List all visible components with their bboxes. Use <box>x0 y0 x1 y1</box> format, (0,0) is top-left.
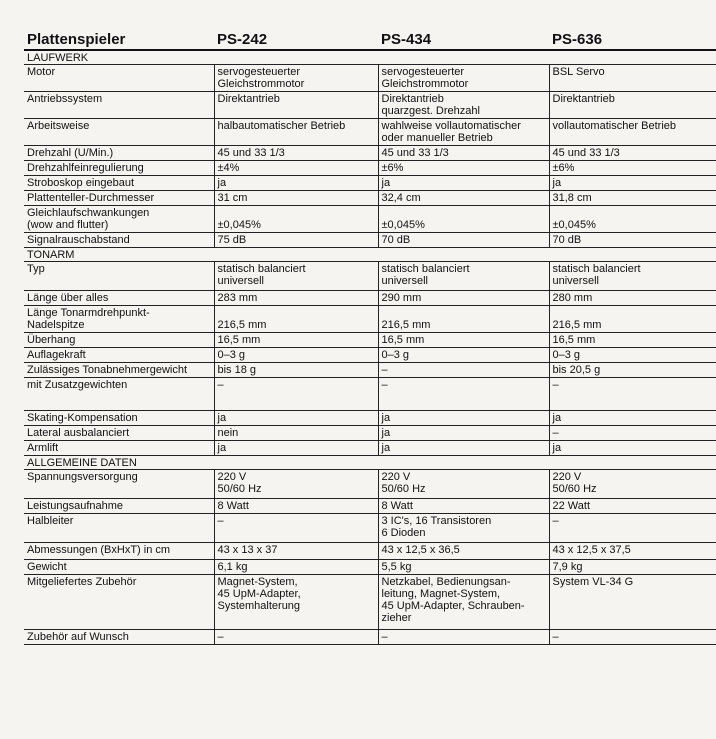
spec-value-line: 45 und 33 1/3 <box>552 147 620 159</box>
spec-value-ps636 <box>549 65 716 92</box>
spec-value-line: 22 Watt <box>552 500 590 512</box>
spec-label <box>24 426 214 441</box>
spec-value-ps242 <box>214 291 378 306</box>
spec-value-line: 50/60 Hz <box>217 483 262 495</box>
spec-value-line: vollautomatischer Betrieb <box>552 120 677 132</box>
spec-value-ps242 <box>214 119 378 146</box>
spec-value-line: ja <box>217 442 227 454</box>
spec-value-ps434 <box>378 65 549 92</box>
spec-label-line: Lateral ausbalanciert <box>27 427 130 439</box>
spec-value-ps242 <box>214 560 378 575</box>
spec-value-ps434 <box>378 499 549 514</box>
spec-row <box>24 146 716 161</box>
spec-label <box>24 378 214 411</box>
spec-value-line: – <box>381 631 388 643</box>
spec-label <box>24 560 214 575</box>
spec-value-line: 43 x 13 x 37 <box>217 544 278 556</box>
spec-value-ps636 <box>549 92 716 119</box>
spec-row <box>24 499 716 514</box>
spec-row <box>24 262 716 291</box>
spec-label-line: Drehzahl (U/Min.) <box>27 147 114 159</box>
spec-label <box>24 333 214 348</box>
spec-value-ps636 <box>549 161 716 176</box>
spec-value-line: bis 20,5 g <box>552 364 601 376</box>
spec-value-ps242 <box>214 470 378 499</box>
spec-value-line: – <box>552 631 559 643</box>
spec-value-ps242 <box>214 191 378 206</box>
spec-value-line: bis 18 g <box>217 364 257 376</box>
spec-value-line: halbautomatischer Betrieb <box>217 120 346 132</box>
spec-row <box>24 206 716 233</box>
spec-value-line: 8 Watt <box>381 500 413 512</box>
spec-value-ps434 <box>378 161 549 176</box>
spec-value-line: 220 V <box>381 471 411 483</box>
spec-value-ps434 <box>378 378 549 411</box>
spec-row <box>24 119 716 146</box>
spec-value-ps636 <box>549 306 716 333</box>
spec-label-line: Signalrauschabstand <box>27 234 130 246</box>
spec-value-ps434 <box>378 206 549 233</box>
spec-value-line: 6 Dioden <box>381 527 426 539</box>
spec-value-ps242 <box>214 333 378 348</box>
spec-value-line: nein <box>217 427 239 439</box>
spec-value-ps242 <box>214 306 378 333</box>
spec-value-line: leitung, Magnet-System, <box>381 588 501 600</box>
spec-value-line: – <box>217 379 224 391</box>
spec-value-ps636 <box>549 291 716 306</box>
spec-value-ps434 <box>378 426 549 441</box>
spec-value-line: 5,5 kg <box>381 561 412 573</box>
spec-value-line: statisch balanciert <box>552 263 641 275</box>
spec-label <box>24 262 214 291</box>
spec-value-line: ja <box>381 177 391 189</box>
header-model-ps636: PS-636 <box>549 30 716 50</box>
spec-value-line: 8 Watt <box>217 500 249 512</box>
spec-label-line: Nadelspitze <box>27 319 85 331</box>
spec-value-ps242 <box>214 575 378 630</box>
spec-label-line: Plattenteller-Durchmesser <box>27 192 155 204</box>
spec-value-ps242 <box>214 348 378 363</box>
spec-value-line: System VL-34 G <box>552 576 634 588</box>
spec-value-line: Systemhalterung <box>217 600 301 612</box>
spec-value-line: ±4% <box>217 162 240 174</box>
spec-label <box>24 291 214 306</box>
spec-value-ps242 <box>214 262 378 291</box>
spec-label-line: Abmessungen (BxHxT) in cm <box>27 544 171 556</box>
spec-value-line: servogesteuerter <box>217 66 301 78</box>
spec-value-ps636 <box>549 119 716 146</box>
spec-label <box>24 206 214 233</box>
spec-row <box>24 233 716 248</box>
spec-value-line: 31 cm <box>217 192 248 204</box>
spec-label-line: Motor <box>27 66 56 78</box>
spec-body <box>24 50 716 645</box>
spec-label-line: Typ <box>27 263 45 275</box>
spec-value-line: servogesteuerter <box>381 66 465 78</box>
spec-value-ps242 <box>214 630 378 645</box>
spec-value-line: ja <box>552 442 562 454</box>
spec-value-line: 50/60 Hz <box>381 483 426 495</box>
spec-value-line: 32,4 cm <box>381 192 421 204</box>
spec-value-line: – <box>217 515 224 527</box>
spec-value-line: statisch balanciert <box>217 263 306 275</box>
spec-value-line: 43 x 12,5 x 36,5 <box>381 544 460 556</box>
spec-value-ps242 <box>214 161 378 176</box>
spec-value-ps434 <box>378 233 549 248</box>
spec-value-line: Magnet-System, <box>217 576 298 588</box>
spec-value-ps434 <box>378 191 549 206</box>
spec-label <box>24 543 214 560</box>
spec-value-line: – <box>217 631 224 643</box>
section-header-row <box>24 50 716 65</box>
spec-value-ps242 <box>214 176 378 191</box>
header-product-type: Plattenspieler <box>24 30 214 50</box>
spec-value-line: 6,1 kg <box>217 561 248 573</box>
spec-value-line: 75 dB <box>217 234 247 246</box>
spec-value-ps434 <box>378 411 549 426</box>
spec-row <box>24 575 716 630</box>
spec-value-line: universell <box>552 275 599 287</box>
spec-value-line: 216,5 mm <box>381 319 431 331</box>
spec-value-line <box>553 307 714 319</box>
spec-value-line: wahlweise vollautomatischer <box>381 120 521 132</box>
spec-value-ps434 <box>378 630 549 645</box>
spec-value-line: Gleichstrommotor <box>381 78 469 90</box>
spec-value-ps636 <box>549 191 716 206</box>
spec-value-ps434 <box>378 146 549 161</box>
spec-value-line <box>382 307 546 319</box>
spec-value-line: 280 mm <box>552 292 593 304</box>
spec-value-ps636 <box>549 543 716 560</box>
spec-value-ps242 <box>214 514 378 543</box>
spec-label-line: Zubehör auf Wunsch <box>27 631 129 643</box>
spec-label-line: Zulässiges Tonabnehmergewicht <box>27 364 187 376</box>
spec-value-line: ja <box>381 427 391 439</box>
spec-value-line <box>218 207 375 219</box>
spec-value-ps636 <box>549 348 716 363</box>
spec-label-line: Arbeitsweise <box>27 120 90 132</box>
spec-row <box>24 306 716 333</box>
spec-value-ps242 <box>214 411 378 426</box>
spec-value-ps636 <box>549 470 716 499</box>
spec-value-ps434 <box>378 363 549 378</box>
spec-value-ps636 <box>549 206 716 233</box>
spec-label <box>24 92 214 119</box>
spec-label-line: Spannungsversorgung <box>27 471 138 483</box>
spec-label <box>24 348 214 363</box>
spec-value-line: ja <box>217 177 227 189</box>
spec-value-line: quarzgest. Drehzahl <box>381 105 480 117</box>
header-row <box>24 30 716 50</box>
spec-label <box>24 411 214 426</box>
spec-value-ps434 <box>378 575 549 630</box>
spec-value-ps434 <box>378 543 549 560</box>
spec-label-line: Überhang <box>27 334 76 346</box>
spec-value-ps242 <box>214 363 378 378</box>
spec-value-ps434 <box>378 560 549 575</box>
spec-label <box>24 176 214 191</box>
spec-value-line: 220 V <box>217 471 247 483</box>
spec-row <box>24 333 716 348</box>
spec-value-line: – <box>381 364 388 376</box>
spec-value-ps636 <box>549 514 716 543</box>
spec-row <box>24 348 716 363</box>
spec-value-ps242 <box>214 441 378 456</box>
spec-label <box>24 65 214 92</box>
spec-row <box>24 363 716 378</box>
header-model-ps434: PS-434 <box>378 30 549 50</box>
header-model-ps242: PS-242 <box>214 30 378 50</box>
spec-label <box>24 470 214 499</box>
spec-value-line: ja <box>381 442 391 454</box>
spec-value-line: ja <box>552 177 562 189</box>
spec-row <box>24 470 716 499</box>
spec-value-ps636 <box>549 176 716 191</box>
spec-row <box>24 176 716 191</box>
spec-value-ps242 <box>214 146 378 161</box>
spec-label <box>24 363 214 378</box>
spec-label <box>24 233 214 248</box>
spec-label-line: mit Zusatzgewichten <box>27 379 128 391</box>
spec-value-ps434 <box>378 119 549 146</box>
spec-value-ps242 <box>214 426 378 441</box>
spec-value-line: 216,5 mm <box>552 319 602 331</box>
spec-label-line: Armlift <box>27 442 59 454</box>
spec-value-ps434 <box>378 514 549 543</box>
spec-label-line: Antriebssystem <box>27 93 103 105</box>
spec-row <box>24 92 716 119</box>
spec-value-ps636 <box>549 441 716 456</box>
spec-label-line: Länge über alles <box>27 292 109 304</box>
spec-value-line: – <box>552 427 559 439</box>
spec-label-line: Auflagekraft <box>27 349 86 361</box>
spec-value-line: – <box>381 379 388 391</box>
spec-label <box>24 161 214 176</box>
spec-value-ps636 <box>549 426 716 441</box>
spec-value-ps242 <box>214 92 378 119</box>
spec-value-line: 0–3 g <box>552 349 581 361</box>
spec-row <box>24 191 716 206</box>
spec-value-ps636 <box>549 560 716 575</box>
spec-label <box>24 441 214 456</box>
spec-label-line: Halbleiter <box>27 515 74 527</box>
spec-value-ps434 <box>378 470 549 499</box>
spec-value-line <box>382 207 546 219</box>
spec-value-ps636 <box>549 363 716 378</box>
spec-value-ps242 <box>214 499 378 514</box>
spec-value-line: 3 IC's, 16 Transistoren <box>381 515 492 527</box>
spec-label-line: Mitgeliefertes Zubehör <box>27 576 137 588</box>
spec-value-line: 45 und 33 1/3 <box>381 147 449 159</box>
spec-row <box>24 630 716 645</box>
spec-label-line: Drehzahlfeinregulierung <box>27 162 144 174</box>
spec-value-ps636 <box>549 499 716 514</box>
spec-value-line: ±0,045% <box>217 219 261 231</box>
spec-value-ps434 <box>378 333 549 348</box>
spec-value-line: 7,9 kg <box>552 561 583 573</box>
spec-value-line: Direktantrieb <box>552 93 615 105</box>
spec-value-line <box>553 207 714 219</box>
section-header-row <box>24 456 716 470</box>
spec-value-line: – <box>552 515 559 527</box>
spec-value-ps434 <box>378 291 549 306</box>
spec-row <box>24 560 716 575</box>
spec-value-line: 290 mm <box>381 292 422 304</box>
spec-label <box>24 575 214 630</box>
spec-value-line: 50/60 Hz <box>552 483 597 495</box>
spec-value-line: ±6% <box>552 162 575 174</box>
spec-label-line: Skating-Kompensation <box>27 412 138 424</box>
spec-value-ps636 <box>549 411 716 426</box>
spec-row <box>24 411 716 426</box>
spec-value-line: Direktantrieb <box>381 93 444 105</box>
spec-table <box>24 30 716 645</box>
spec-label <box>24 191 214 206</box>
spec-label <box>24 499 214 514</box>
spec-row <box>24 543 716 560</box>
spec-value-line: – <box>552 379 559 391</box>
spec-value-line: Netzkabel, Bedienungsan- <box>381 576 511 588</box>
spec-row <box>24 65 716 92</box>
spec-value-ps434 <box>378 348 549 363</box>
spec-label-line: Länge Tonarmdrehpunkt- <box>27 307 150 319</box>
spec-value-ps636 <box>549 233 716 248</box>
spec-label-line: (wow and flutter) <box>27 219 109 231</box>
spec-value-line: ±0,045% <box>381 219 425 231</box>
spec-value-line: 45 UpM-Adapter, <box>217 588 301 600</box>
spec-value-line: ja <box>381 412 391 424</box>
spec-row <box>24 161 716 176</box>
spec-row <box>24 378 716 411</box>
spec-value-line: universell <box>217 275 264 287</box>
spec-label <box>24 514 214 543</box>
spec-label-line: Gewicht <box>27 561 67 573</box>
spec-value-line: 70 dB <box>552 234 582 246</box>
spec-row <box>24 514 716 543</box>
spec-value-ps636 <box>549 146 716 161</box>
spec-value-line: 0–3 g <box>217 349 246 361</box>
section-header-row <box>24 248 716 262</box>
spec-value-line: BSL Servo <box>552 66 605 78</box>
spec-value-ps636 <box>549 630 716 645</box>
spec-value-line: ja <box>552 412 562 424</box>
spec-value-line: ±0,045% <box>552 219 596 231</box>
spec-label-line: Gleichlaufschwankungen <box>27 207 150 219</box>
spec-value-ps242 <box>214 233 378 248</box>
spec-value-ps434 <box>378 176 549 191</box>
spec-value-line: 45 und 33 1/3 <box>217 147 285 159</box>
spec-value-ps636 <box>549 262 716 291</box>
spec-value-line: 283 mm <box>217 292 258 304</box>
spec-value-line: ja <box>217 412 227 424</box>
section-title: LAUFWERK <box>24 50 716 65</box>
spec-value-line: statisch balanciert <box>381 263 470 275</box>
spec-value-line: 43 x 12,5 x 37,5 <box>552 544 631 556</box>
spec-value-line: zieher <box>381 612 412 624</box>
section-title: TONARM <box>24 248 716 262</box>
spec-value-ps434 <box>378 92 549 119</box>
spec-value-line: 220 V <box>552 471 582 483</box>
spec-value-line: 31,8 cm <box>552 192 592 204</box>
spec-value-line: 16,5 mm <box>217 334 261 346</box>
spec-value-line: oder manueller Betrieb <box>381 132 493 144</box>
spec-value-ps242 <box>214 65 378 92</box>
spec-row <box>24 291 716 306</box>
spec-label-line: Stroboskop eingebaut <box>27 177 135 189</box>
spec-value-line: ±6% <box>381 162 404 174</box>
spec-label <box>24 630 214 645</box>
spec-value-line: 70 dB <box>381 234 411 246</box>
spec-value-line: 16,5 mm <box>381 334 425 346</box>
spec-value-line <box>218 307 375 319</box>
spec-value-ps636 <box>549 575 716 630</box>
section-title: ALLGEMEINE DATEN <box>24 456 716 470</box>
spec-label-line: Leistungsaufnahme <box>27 500 124 512</box>
spec-value-line: 0–3 g <box>381 349 410 361</box>
spec-value-ps242 <box>214 378 378 411</box>
spec-value-line: universell <box>381 275 428 287</box>
spec-value-ps434 <box>378 262 549 291</box>
spec-label <box>24 119 214 146</box>
spec-value-ps242 <box>214 206 378 233</box>
spec-label <box>24 306 214 333</box>
spec-row <box>24 441 716 456</box>
spec-value-ps434 <box>378 306 549 333</box>
spec-row <box>24 426 716 441</box>
spec-value-line: 45 UpM-Adapter, Schrauben- <box>381 600 525 612</box>
spec-value-line: Direktantrieb <box>217 93 280 105</box>
spec-value-line: 16,5 mm <box>552 334 596 346</box>
spec-label <box>24 146 214 161</box>
spec-value-ps636 <box>549 378 716 411</box>
spec-value-line: Gleichstrommotor <box>217 78 305 90</box>
spec-value-ps434 <box>378 441 549 456</box>
spec-value-line: 216,5 mm <box>217 319 267 331</box>
spec-value-ps636 <box>549 333 716 348</box>
spec-value-ps242 <box>214 543 378 560</box>
